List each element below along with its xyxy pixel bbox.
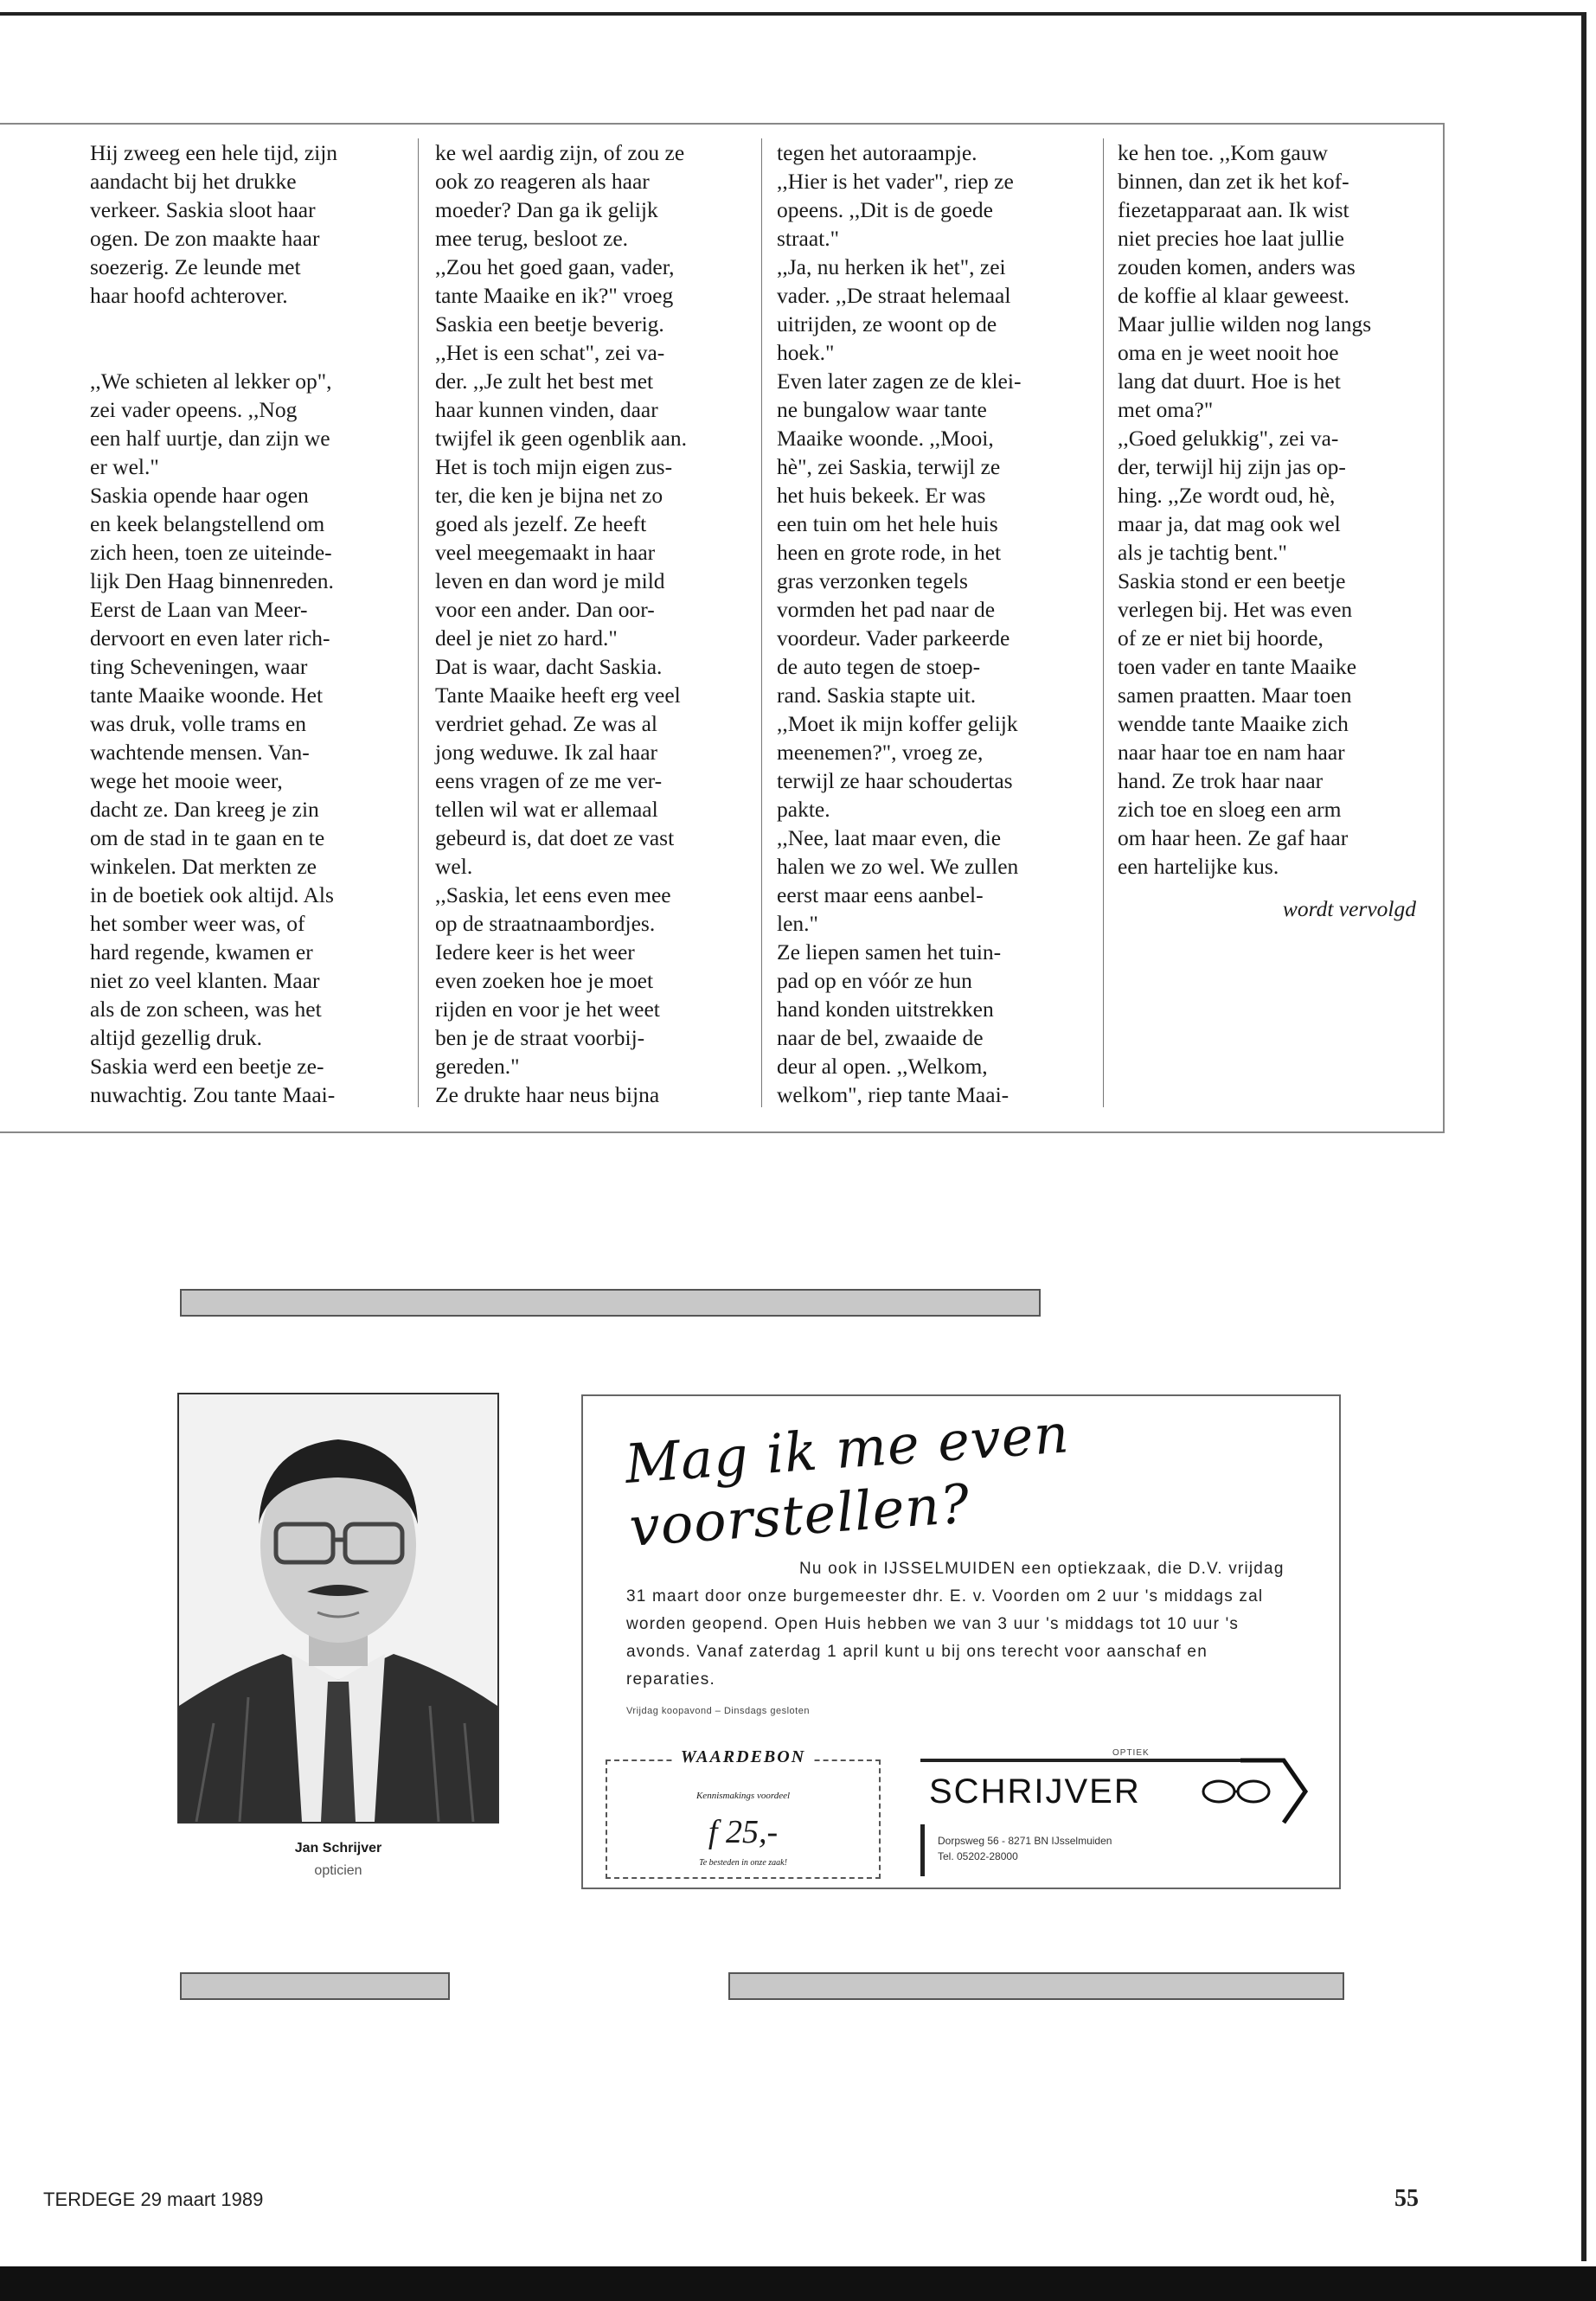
glasses-logo-icon — [1180, 1757, 1310, 1826]
optician-advertisement — [581, 1394, 1341, 1889]
portrait-photo — [177, 1393, 499, 1823]
brand-name: SCHRIJVER — [929, 1772, 1141, 1811]
story-column-2 — [435, 138, 734, 1109]
column-rule — [1103, 138, 1104, 1107]
voucher-title: WAARDEBON — [674, 1747, 812, 1766]
voucher-amount: f 25,- — [708, 1814, 779, 1850]
voucher-coupon — [606, 1747, 881, 1879]
gray-bar — [728, 1972, 1344, 2000]
column-rule — [761, 138, 762, 1107]
voucher-subtitle: Kennismakings voordeel — [695, 1791, 791, 1801]
photo-caption-name: Jan Schrijver — [294, 1841, 382, 1856]
page-frame-right — [1581, 12, 1586, 2261]
page-frame-top — [0, 12, 1585, 16]
photo-caption-title: opticien — [314, 1863, 362, 1878]
footer-publication: TERDEGE 29 maart 1989 — [43, 2189, 264, 2210]
gray-bar — [180, 1972, 450, 2000]
story-column-1 — [90, 138, 388, 1109]
story-signoff: wordt vervolgd — [1282, 896, 1416, 921]
footer-page-number: 55 — [1394, 2185, 1419, 2212]
ad-headline: Mag ik me even voorstellen? — [623, 1401, 1072, 1559]
gray-bar — [180, 1289, 1041, 1317]
brand-address: Dorpsweg 56 - 8271 BN IJsselmuiden — [938, 1835, 1112, 1847]
story-paragraph: ke wel aardig zijn, of zou ze ook zo reageren als haar moeder? Dan ga ik gelijk mee terug, besloot ze. ,,Zou het goed gaan, vader, tante Maaike en ik?" vroeg Saskia een beetje beverig. ,,Het is een schat", zei va- der. ,,Je zult het best met haar kunnen vinden, daar twijfel ik geen ogenblik aan. Het is toch mijn eigen zus- ter, die ken je bijna net zo goed als jezelf. Ze heeft veel meegemaakt in haar leven en dan word je mild voor een ander. Dan oor- deel je niet zo hard." Dat is waar, dacht Saskia. Tante Maaike heeft erg veel verdriet gehad. Ze was al jong weduwe. Ik zal haar eens vragen of ze me ver- tellen wil wat er allemaal gebeurd is, dat doet ze vast wel. ,,Saskia, let eens even mee op de straatnaambordjes. Iedere keer is het weer even zoeken hoe je moet rijden en voor je het weet ben je de straat voorbij- gereden." Ze drukte haar neus bijna — [435, 140, 688, 1107]
brand-left-rule — [920, 1824, 925, 1876]
story-paragraph: tegen het autoraampje. ,,Hier is het vader", riep ze opeens. ,,Dit is de goede straat." ,,Ja, nu herken ik het", zei vader. ,,De straat helemaal uitrijden, ze woont op de hoek." Even later zagen ze de klei- ne bungalow waar tante Maaike woonde. ,,Mooi, hè", zei Saskia, terwijl ze het huis bekeek. Er was een tuin om het hele huis heen en grote rode, in het gras verzonken tegels vormden het pad naar de voordeur. Vader parkeerde de auto tegen de stoep- rand. Saskia stapte uit. ,,Moet ik mijn koffer gelijk meenemen?", vroeg ze, terwijl ze haar schoudertas pakte. ,,Nee, laat maar even, die halen we zo wel. We zullen eerst maar eens aanbel- len." Ze liepen samen het tuin- pad op en vóór ze hun hand konden uitstrekken naar de bel, zwaaide de deur al open. ,,Welkom, welkom", riep tante Maai- — [777, 140, 1022, 1107]
page-frame-bottom — [0, 2266, 1596, 2301]
brand-address-block — [938, 1833, 1112, 1864]
story-paragraph: Hij zweeg een hele tijd, zijn aandacht bij het drukke verkeer. Saskia sloot haar ogen. De zon maakte haar soezerig. Ze leunde met haar hoofd achterover. — [90, 140, 338, 308]
column-rule — [418, 138, 419, 1107]
ad-body-paragraph: Nu ook in IJSSELMUIDEN een optiekzaak, die D.V. vrijdag 31 maart door onze burgemeester dhr. E. v. Voorden om 2 uur 's middags zal worden geopend. Open Huis hebben we van 3 uur 's middags tot 10 uur 's avonds. Vanaf zaterdag 1 april kunt u bij ons terecht voor aanschaf en reparaties. — [626, 1560, 1285, 1689]
story-paragraph: ke hen toe. ,,Kom gauw binnen, dan zet ik het kof- fiezetapparaat aan. Ik wist niet precies hoe laat jullie zouden komen, anders was de koffie al klaar geweest. Maar jullie wilden nog langs oma en je weet nooit hoe lang dat duurt. Hoe is het met oma?" ,,Goed gelukkig", zei va- der, terwijl hij zijn jas op- hing. ,,Ze wordt oud, hè, maar ja, dat mag ook wel als je tachtig bent." Saskia stond er een beetje verlegen bij. Het was even of ze er niet bij hoorde, toen vader en tante Maaike samen praatten. Maar toen wendde tante Maaike zich naar haar toe en nam haar hand. Ze trok haar naar zich toe en sloeg een arm om haar heen. Ze gaf haar een hartelijke kus. — [1118, 140, 1372, 879]
ad-opening-hours: Vrijdag koopavond – Dinsdags gesloten — [626, 1706, 810, 1716]
portrait-illustration — [179, 1394, 497, 1822]
voucher-note: Te besteden in onze zaak! — [699, 1858, 787, 1868]
brand-block — [920, 1747, 1327, 1876]
brand-phone: Tel. 05202-28000 — [938, 1850, 1018, 1862]
story-paragraph: ,,We schieten al lekker op", zei vader opeens. ,,Nog een half uurtje, dan zijn we er wel." Saskia opende haar ogen en keek belangstellend om zich heen, toen ze uiteinde- lijk Den Haag binnenreden. Eerst de Laan van Meer- dervoort en even later rich- ting Scheveningen, waar tante Maaike woonde. Het was druk, volle trams en wachtende mensen. Van- wege het mooie weer, dacht ze. Dan kreeg je zin om de stad in te gaan en te winkelen. Dat merkten ze in de boetiek ook altijd. Als het somber weer was, of hard regende, kwamen er niet zo veel klanten. Maar als de zon scheen, was het altijd gezellig druk. Saskia werd een beetje ze- nuwachtig. Zou tante Maai- — [90, 369, 336, 1107]
story-column-4 — [1118, 138, 1416, 923]
brand-label: OPTIEK — [1112, 1748, 1150, 1758]
story-column-3 — [777, 138, 1075, 1109]
ad-body-text — [626, 1555, 1301, 1694]
